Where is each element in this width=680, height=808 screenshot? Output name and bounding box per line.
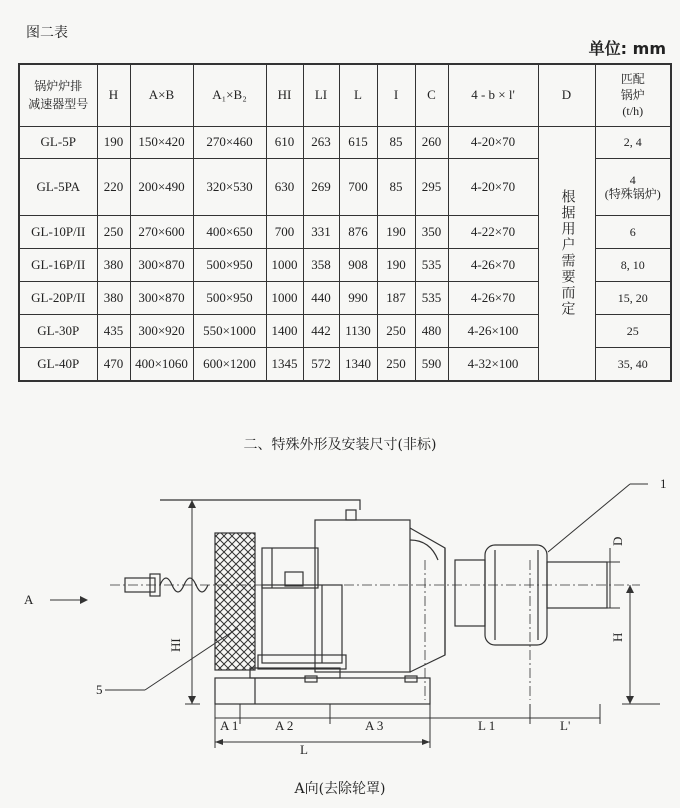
label-d: D xyxy=(610,536,625,546)
installation-drawing xyxy=(0,450,680,780)
header-h: H xyxy=(97,64,130,126)
table-row xyxy=(19,126,671,159)
header-model-line1: 锅炉炉排 xyxy=(34,79,83,94)
cell-l1: 263 xyxy=(303,126,339,159)
cell-l1: 572 xyxy=(303,347,339,381)
cell-model: GL-20P/II xyxy=(19,281,97,314)
header-boiler-line2: 锅炉 xyxy=(620,88,645,103)
spec-table xyxy=(18,63,672,382)
cell-l: 990 xyxy=(339,281,377,314)
cell-l1: 331 xyxy=(303,215,339,248)
header-holes: 4 - b × l' xyxy=(448,64,538,126)
cell-boiler-value: 6 xyxy=(629,224,636,239)
cell-boiler xyxy=(595,314,671,347)
cell-boiler xyxy=(595,347,671,381)
header-model-line2: 减速器型号 xyxy=(28,97,89,112)
cell-holes: 4-20×70 xyxy=(448,159,538,215)
label-h1: HI xyxy=(168,638,183,652)
cell-a1xb2: 270×460 xyxy=(193,126,266,159)
label-l: L xyxy=(300,742,308,757)
cell-c: 535 xyxy=(415,281,448,314)
cell-l-small: 250 xyxy=(377,347,415,381)
cell-model: GL-5P xyxy=(19,126,97,159)
cell-axb: 270×600 xyxy=(130,215,193,248)
cell-boiler-note: (特殊锅炉) xyxy=(604,187,661,202)
cell-holes: 4-26×70 xyxy=(448,281,538,314)
header-boiler-line1: 匹配 xyxy=(620,72,645,87)
cell-l-small: 85 xyxy=(377,159,415,215)
header-c: C xyxy=(415,64,448,126)
header-l: L xyxy=(339,64,377,126)
cell-model: GL-5PA xyxy=(19,159,97,215)
unit-label: 单位: mm xyxy=(588,39,666,58)
cell-l: 908 xyxy=(339,248,377,281)
label-a2: A 2 xyxy=(275,718,294,733)
cell-axb: 300×920 xyxy=(130,314,193,347)
cell-c: 535 xyxy=(415,248,448,281)
cell-h1: 630 xyxy=(266,159,303,215)
cell-axb: 200×490 xyxy=(130,159,193,215)
cell-a1xb2: 400×650 xyxy=(193,215,266,248)
label-l1: L 1 xyxy=(478,718,496,733)
cell-axb: 300×870 xyxy=(130,248,193,281)
cell-h1: 1000 xyxy=(266,281,303,314)
cell-l1: 269 xyxy=(303,159,339,215)
cell-c: 350 xyxy=(415,215,448,248)
cell-axb: 400×1060 xyxy=(130,347,193,381)
label-direction-a: A xyxy=(24,592,34,607)
cell-boiler-value: 8, 10 xyxy=(620,257,645,272)
cell-boiler-value: 25 xyxy=(626,323,639,338)
cell-a1xb2: 550×1000 xyxy=(193,314,266,347)
cell-l-small: 190 xyxy=(377,215,415,248)
label-item-5: 5 xyxy=(96,682,103,697)
cell-l: 1130 xyxy=(339,314,377,347)
cell-h: 380 xyxy=(97,248,130,281)
cell-boiler xyxy=(595,215,671,248)
base-plate xyxy=(215,678,430,704)
cell-l1: 440 xyxy=(303,281,339,314)
cell-model: GL-40P xyxy=(19,347,97,381)
label-item-1: 1 xyxy=(660,476,667,491)
cell-c: 480 xyxy=(415,314,448,347)
figure-caption-bottom: A向(去除轮罩) xyxy=(294,781,386,797)
cell-boiler xyxy=(595,126,671,159)
section-title: 二、特殊外形及安装尺寸(非标) xyxy=(243,437,437,453)
cell-holes: 4-20×70 xyxy=(448,126,538,159)
label-l-prime: L' xyxy=(560,718,571,733)
cell-model: GL-10P/II xyxy=(19,215,97,248)
cell-a1xb2: 500×950 xyxy=(193,281,266,314)
cell-l-small: 187 xyxy=(377,281,415,314)
cell-d-merged: 根据用户需要而定 xyxy=(538,126,595,381)
cell-l-small: 190 xyxy=(377,248,415,281)
cell-boiler-value: 2, 4 xyxy=(623,135,642,150)
cell-boiler-value: 15, 20 xyxy=(617,290,648,305)
cell-c: 590 xyxy=(415,347,448,381)
cell-model: GL-30P xyxy=(19,314,97,347)
header-h1: HI xyxy=(266,64,303,126)
cell-h1: 610 xyxy=(266,126,303,159)
cell-h: 435 xyxy=(97,314,130,347)
cell-h: 380 xyxy=(97,281,130,314)
cell-a1xb2: 500×950 xyxy=(193,248,266,281)
cell-l: 615 xyxy=(339,126,377,159)
header-boiler-line3: (t/h) xyxy=(622,104,644,119)
cell-holes: 4-26×100 xyxy=(448,314,538,347)
cell-boiler-value: 35, 40 xyxy=(617,356,648,371)
header-a1xb2: A₁×B₂ xyxy=(193,64,266,126)
figure-caption-top: 图二表 xyxy=(26,25,68,41)
cell-h1: 1345 xyxy=(266,347,303,381)
header-model xyxy=(19,64,97,126)
cell-l-small: 85 xyxy=(377,126,415,159)
cell-boiler-value: 4 xyxy=(629,173,636,188)
label-a3: A 3 xyxy=(365,718,384,733)
cell-h1: 1000 xyxy=(266,248,303,281)
header-l-small: I xyxy=(377,64,415,126)
cell-c: 260 xyxy=(415,126,448,159)
cell-boiler xyxy=(595,159,671,215)
cell-h1: 700 xyxy=(266,215,303,248)
cell-holes: 4-22×70 xyxy=(448,215,538,248)
cell-boiler xyxy=(595,281,671,314)
cell-l: 876 xyxy=(339,215,377,248)
wheel-cover xyxy=(215,533,255,670)
cell-holes: 4-26×70 xyxy=(448,248,538,281)
cell-a1xb2: 600×1200 xyxy=(193,347,266,381)
cell-h: 470 xyxy=(97,347,130,381)
header-boiler xyxy=(595,64,671,126)
cell-model: GL-16P/II xyxy=(19,248,97,281)
cell-h: 250 xyxy=(97,215,130,248)
gearbox-body xyxy=(315,520,410,672)
header-l1: LI xyxy=(303,64,339,126)
cell-c: 295 xyxy=(415,159,448,215)
cell-axb: 150×420 xyxy=(130,126,193,159)
cell-axb: 300×870 xyxy=(130,281,193,314)
motor-body xyxy=(262,585,342,663)
header-d: D xyxy=(538,64,595,126)
cell-h: 220 xyxy=(97,159,130,215)
label-h: H xyxy=(610,632,625,642)
header-axb: A×B xyxy=(130,64,193,126)
cell-l: 1340 xyxy=(339,347,377,381)
label-a1: A 1 xyxy=(220,718,239,733)
cell-l1: 442 xyxy=(303,314,339,347)
cell-h: 190 xyxy=(97,126,130,159)
cell-l1: 358 xyxy=(303,248,339,281)
cell-l-small: 250 xyxy=(377,314,415,347)
cell-h1: 1400 xyxy=(266,314,303,347)
cell-a1xb2: 320×530 xyxy=(193,159,266,215)
table-header-row xyxy=(19,64,671,126)
cell-boiler xyxy=(595,248,671,281)
cell-holes: 4-32×100 xyxy=(448,347,538,381)
cell-l: 700 xyxy=(339,159,377,215)
